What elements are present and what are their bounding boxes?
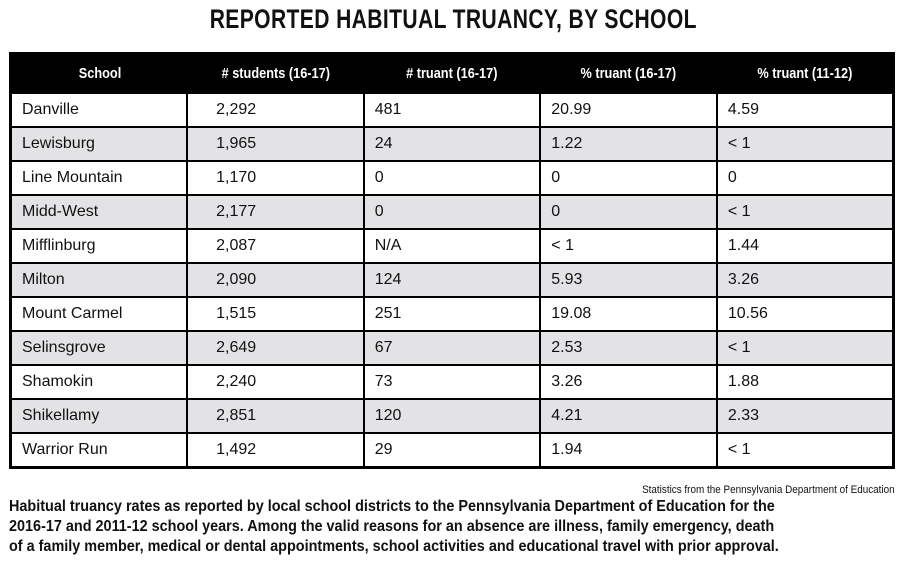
value-cell: 2,177 bbox=[187, 195, 364, 229]
value-cell: 120 bbox=[364, 399, 541, 433]
column-header-text: # students (16-17) bbox=[221, 65, 330, 82]
column-header-text: School bbox=[78, 65, 121, 82]
column-header bbox=[717, 54, 894, 94]
column-header bbox=[364, 54, 541, 94]
school-name-cell: Mount Carmel bbox=[11, 297, 188, 331]
table-row bbox=[11, 433, 894, 468]
school-name-cell: Shikellamy bbox=[11, 399, 188, 433]
value-cell: 2,087 bbox=[187, 229, 364, 263]
value-cell: 24 bbox=[364, 127, 541, 161]
school-name-cell: Shamokin bbox=[11, 365, 188, 399]
column-header-text: % truant (16-17) bbox=[580, 65, 677, 82]
source-text: Statistics from the Pennsylvania Department of Education bbox=[642, 484, 895, 496]
school-name-cell: Milton bbox=[11, 263, 188, 297]
value-cell: 2,649 bbox=[187, 331, 364, 365]
value-cell: 20.99 bbox=[540, 93, 717, 127]
value-cell: 2,240 bbox=[187, 365, 364, 399]
school-name-cell: Midd-West bbox=[11, 195, 188, 229]
value-cell: 3.26 bbox=[717, 263, 894, 297]
caption-line: 2016-17 and 2011-12 school years. Among the valid reasons for an absence are illness, family emergency, death bbox=[9, 518, 775, 535]
value-cell: 1,492 bbox=[187, 433, 364, 468]
table-row bbox=[11, 229, 894, 263]
value-cell: 2.33 bbox=[717, 399, 894, 433]
value-cell: 251 bbox=[364, 297, 541, 331]
value-cell: 5.93 bbox=[540, 263, 717, 297]
value-cell: 67 bbox=[364, 331, 541, 365]
table-row bbox=[11, 127, 894, 161]
table-header-row bbox=[11, 54, 894, 94]
column-header-text: # truant (16-17) bbox=[406, 65, 498, 82]
value-cell: 29 bbox=[364, 433, 541, 468]
caption-line: Habitual truancy rates as reported by local school districts to the Pennsylvania Department of Education for the bbox=[9, 498, 775, 515]
value-cell: < 1 bbox=[717, 433, 894, 468]
table-row bbox=[11, 161, 894, 195]
table-row bbox=[11, 331, 894, 365]
value-cell: 3.26 bbox=[540, 365, 717, 399]
value-cell: 1.94 bbox=[540, 433, 717, 468]
value-cell: 1.88 bbox=[717, 365, 894, 399]
value-cell: 2,851 bbox=[187, 399, 364, 433]
caption-line: of a family member, medical or dental appointments, school activities and educational travel with prior approval. bbox=[9, 538, 779, 555]
table-row bbox=[11, 365, 894, 399]
value-cell: 1.22 bbox=[540, 127, 717, 161]
value-cell: 2,090 bbox=[187, 263, 364, 297]
value-cell: < 1 bbox=[540, 229, 717, 263]
table-row bbox=[11, 93, 894, 127]
chart-title bbox=[0, 4, 906, 35]
value-cell: 4.21 bbox=[540, 399, 717, 433]
value-cell: 0 bbox=[364, 195, 541, 229]
school-name-cell: Line Mountain bbox=[11, 161, 188, 195]
school-name-cell: Mifflinburg bbox=[11, 229, 188, 263]
column-header bbox=[11, 54, 188, 94]
truancy-table bbox=[9, 52, 895, 469]
source-note bbox=[614, 484, 895, 496]
value-cell: 124 bbox=[364, 263, 541, 297]
value-cell: < 1 bbox=[717, 127, 894, 161]
value-cell: 1,965 bbox=[187, 127, 364, 161]
table-row bbox=[11, 263, 894, 297]
column-header bbox=[187, 54, 364, 94]
school-name-cell: Danville bbox=[11, 93, 188, 127]
value-cell: 1.44 bbox=[717, 229, 894, 263]
value-cell: 0 bbox=[540, 195, 717, 229]
value-cell: < 1 bbox=[717, 195, 894, 229]
value-cell: 1,515 bbox=[187, 297, 364, 331]
value-cell: 2.53 bbox=[540, 331, 717, 365]
column-header bbox=[540, 54, 717, 94]
chart-title-text: REPORTED HABITUAL TRUANCY, BY SCHOOL bbox=[209, 4, 697, 34]
value-cell: 2,292 bbox=[187, 93, 364, 127]
value-cell: 481 bbox=[364, 93, 541, 127]
table-row bbox=[11, 399, 894, 433]
caption bbox=[9, 497, 897, 557]
school-name-cell: Lewisburg bbox=[11, 127, 188, 161]
value-cell: 0 bbox=[540, 161, 717, 195]
value-cell: 4.59 bbox=[717, 93, 894, 127]
table-row bbox=[11, 297, 894, 331]
value-cell: 19.08 bbox=[540, 297, 717, 331]
value-cell: 10.56 bbox=[717, 297, 894, 331]
value-cell: N/A bbox=[364, 229, 541, 263]
value-cell: 0 bbox=[717, 161, 894, 195]
column-header-text: % truant (11-12) bbox=[756, 65, 852, 82]
school-name-cell: Warrior Run bbox=[11, 433, 188, 468]
value-cell: 73 bbox=[364, 365, 541, 399]
school-name-cell: Selinsgrove bbox=[11, 331, 188, 365]
table-row bbox=[11, 195, 894, 229]
value-cell: < 1 bbox=[717, 331, 894, 365]
value-cell: 1,170 bbox=[187, 161, 364, 195]
value-cell: 0 bbox=[364, 161, 541, 195]
